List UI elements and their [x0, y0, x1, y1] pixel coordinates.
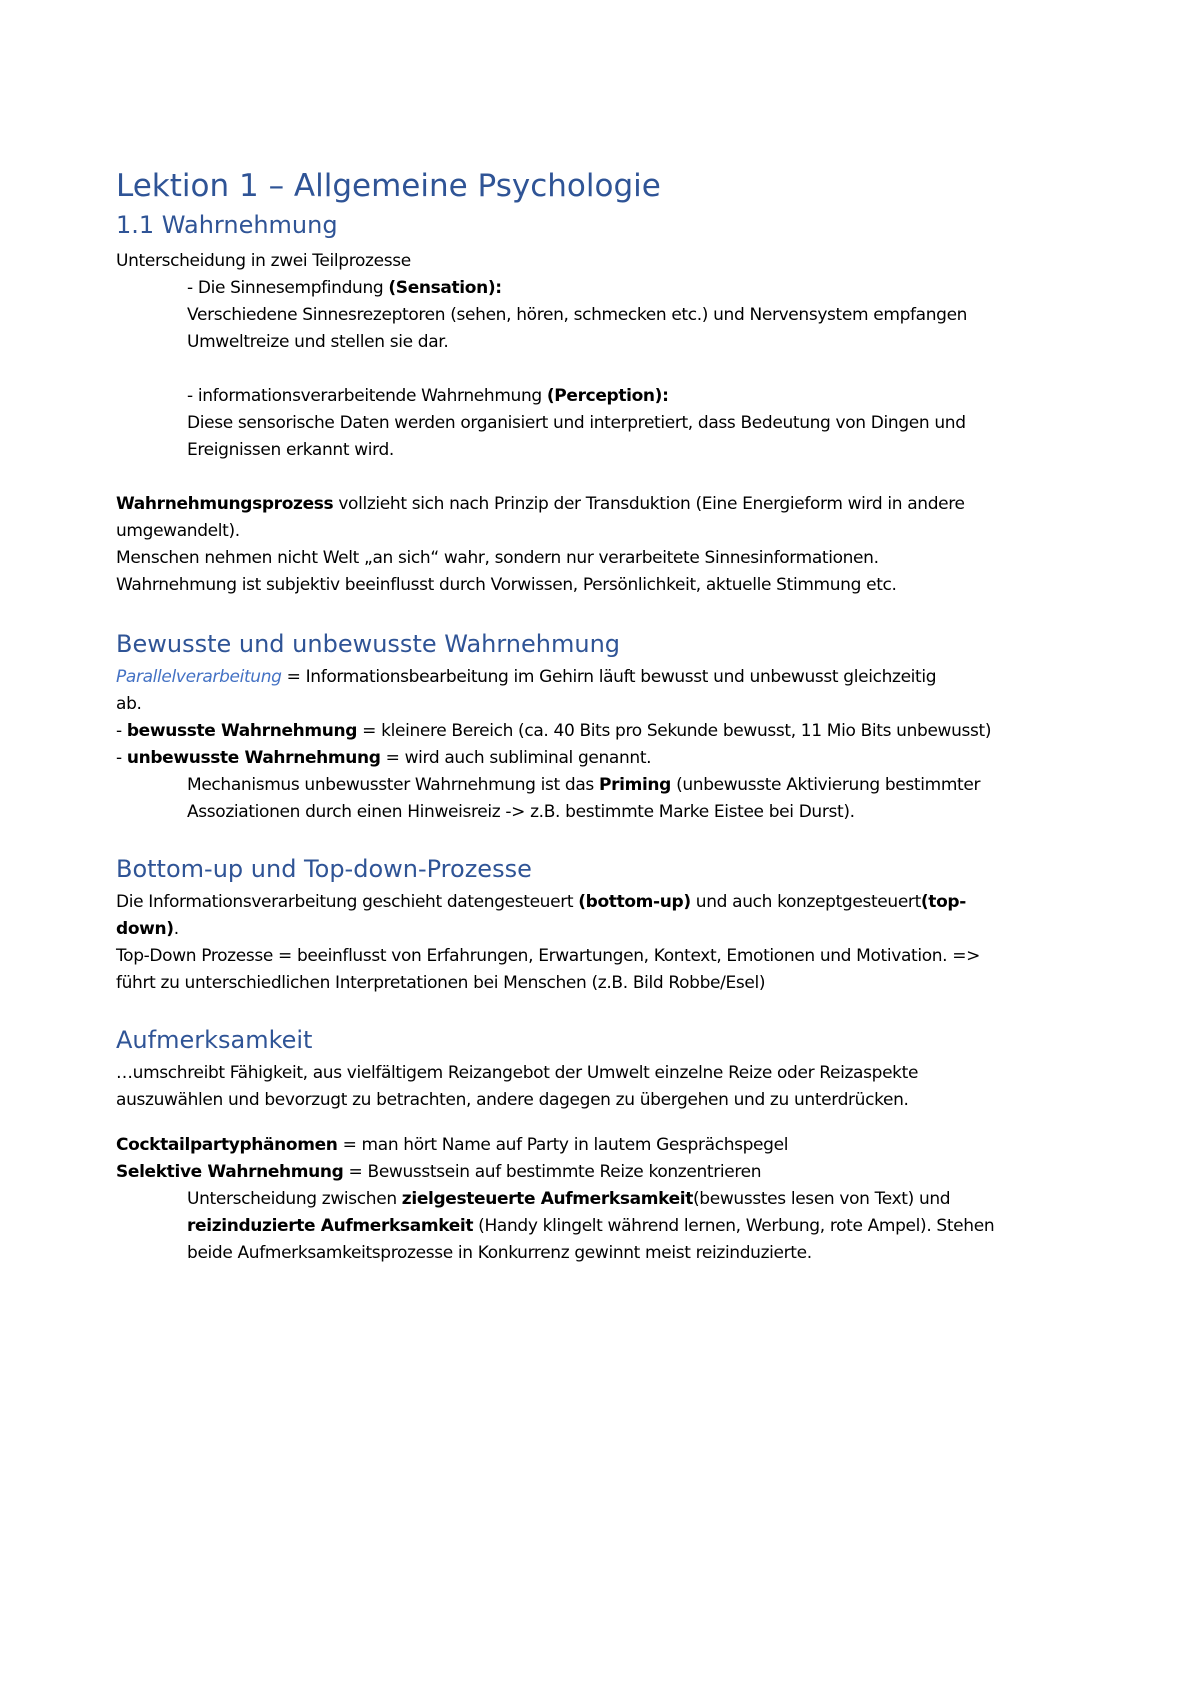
aufmerksamkeit-line-2: auszuwählen und bevorzugt zu betrachten, andere dagegen zu übergehen und zu unterdrücken. [116, 1090, 909, 1110]
parallel-line-2: ab. [116, 694, 142, 714]
heading-bewusst: Bewusste und unbewusste Wahrnehmung [116, 630, 621, 658]
bottomup-term: (bottom-up) [578, 892, 691, 912]
selektiv-line [116, 1159, 761, 1186]
perception-desc-1: Diese sensorische Daten werden organisiert und interpretiert, dass Bedeutung von Dingen und [187, 413, 966, 433]
parallel-term: Parallelverarbeitung [116, 667, 282, 687]
bewusst-line [116, 718, 991, 745]
cocktail-term: Cocktailpartyphänomen [116, 1135, 338, 1155]
sensation-desc-2: Umweltreize und stellen sie dar. [187, 332, 449, 352]
topdown-term-start: (top- [920, 892, 966, 912]
perception-term: (Perception): [546, 386, 669, 406]
bottomup-line-2-rest: . [173, 919, 179, 939]
perception-desc-2: Ereignissen erkannt wird. [187, 440, 394, 460]
priming-rest: (unbewusste Aktivierung bestimmter [671, 775, 981, 795]
bottomup-pre: Die Informationsverarbeitung geschieht datengesteuert [116, 892, 579, 912]
bewusst-term: bewusste Wahrnehmung [126, 721, 358, 741]
selektiv-rest: = Bewusstsein auf bestimmte Reize konzentrieren [343, 1162, 762, 1182]
bottomup-line-3: Top-Down Prozesse = beeinflusst von Erfahrungen, Erwartungen, Kontext, Emotionen und Motivation. => [116, 946, 981, 966]
heading-aufmerksamkeit: Aufmerksamkeit [116, 1026, 313, 1054]
perception-prefix: - informationsverarbeitende Wahrnehmung [187, 386, 547, 406]
parallel-rest: = Informationsbearbeitung im Gehirn läuft bewusst und unbewusst gleichzeitig [281, 667, 937, 687]
selektiv-term: Selektive Wahrnehmung [116, 1162, 344, 1182]
priming-pre: Mechanismus unbewusster Wahrnehmung ist das [187, 775, 599, 795]
document-title: Lektion 1 – Allgemeine Psychologie [116, 168, 661, 204]
bewusst-rest: = kleinere Bereich (ca. 40 Bits pro Sekunde bewusst, 11 Mio Bits unbewusst) [357, 721, 992, 741]
process-line-4: Wahrnehmung ist subjektiv beeinflusst durch Vorwissen, Persönlichkeit, aktuelle Stimmung etc. [116, 575, 897, 595]
unbewusst-term: unbewusste Wahrnehmung [126, 748, 381, 768]
process-line-3: Menschen nehmen nicht Welt „an sich“ wahr, sondern nur verarbeitete Sinnesinformationen. [116, 548, 879, 568]
sensation-term: (Sensation): [388, 278, 502, 298]
unbewusst-rest: = wird auch subliminal genannt. [380, 748, 652, 768]
zielgesteuert-term: zielgesteuerte Aufmerksamkeit [401, 1189, 694, 1209]
bottomup-line-1 [116, 889, 966, 916]
unbewusst-line [116, 745, 651, 772]
priming-line-1 [187, 772, 980, 799]
topdown-term-end: down) [116, 919, 174, 939]
reizinduziert-term: reizinduzierte Aufmerksamkeit [187, 1216, 474, 1236]
heading-bottom-up: Bottom-up und Top-down-Prozesse [116, 855, 532, 883]
unterscheidung-line [187, 1186, 950, 1213]
process-term: Wahrnehmungsprozess [116, 494, 334, 514]
priming-line-2: Assoziationen durch einen Hinweisreiz -> z.B. bestimmte Marke Eistee bei Durst). [187, 802, 855, 822]
unbewusst-prefix: - [116, 748, 127, 768]
process-rest: vollzieht sich nach Prinzip der Transduktion (Eine Energieform wird in andere [333, 494, 965, 514]
process-line-2: umgewandelt). [116, 521, 240, 541]
perception-line [187, 383, 669, 410]
sensation-line [187, 275, 502, 302]
sensation-desc-1: Verschiedene Sinnesrezeptoren (sehen, hören, schmecken etc.) und Nervensystem empfangen [187, 305, 968, 325]
heading-wahrnehmung: 1.1 Wahrnehmung [116, 211, 338, 239]
bottomup-mid: und auch konzeptgesteuert [690, 892, 921, 912]
bottomup-line-4: führt zu unterschiedlichen Interpretationen bei Menschen (z.B. Bild Robbe/Esel) [116, 973, 766, 993]
parallel-line-1 [116, 664, 936, 691]
process-line-1 [116, 491, 965, 518]
sensation-prefix: - Die Sinnesempfindung [187, 278, 389, 298]
konkurrenz-line: beide Aufmerksamkeitsprozesse in Konkurrenz gewinnt meist reizinduzierte. [187, 1243, 812, 1263]
unterscheidung-rest: (bewusstes lesen von Text) und [693, 1189, 951, 1209]
reizinduziert-line [187, 1213, 994, 1240]
unterscheidung-pre: Unterscheidung zwischen [187, 1189, 402, 1209]
cocktail-rest: = man hört Name auf Party in lautem Gesprächspegel [337, 1135, 789, 1155]
bewusst-prefix: - [116, 721, 127, 741]
reizinduziert-rest: (Handy klingelt während lernen, Werbung, rote Ampel). Stehen [473, 1216, 995, 1236]
cocktail-line [116, 1132, 788, 1159]
intro-text: Unterscheidung in zwei Teilprozesse [116, 251, 411, 271]
bottomup-line-2 [116, 916, 179, 943]
priming-term: Priming [598, 775, 672, 795]
aufmerksamkeit-line-1: …umschreibt Fähigkeit, aus vielfältigem Reizangebot der Umwelt einzelne Reize oder Reizaspekte [116, 1063, 919, 1083]
